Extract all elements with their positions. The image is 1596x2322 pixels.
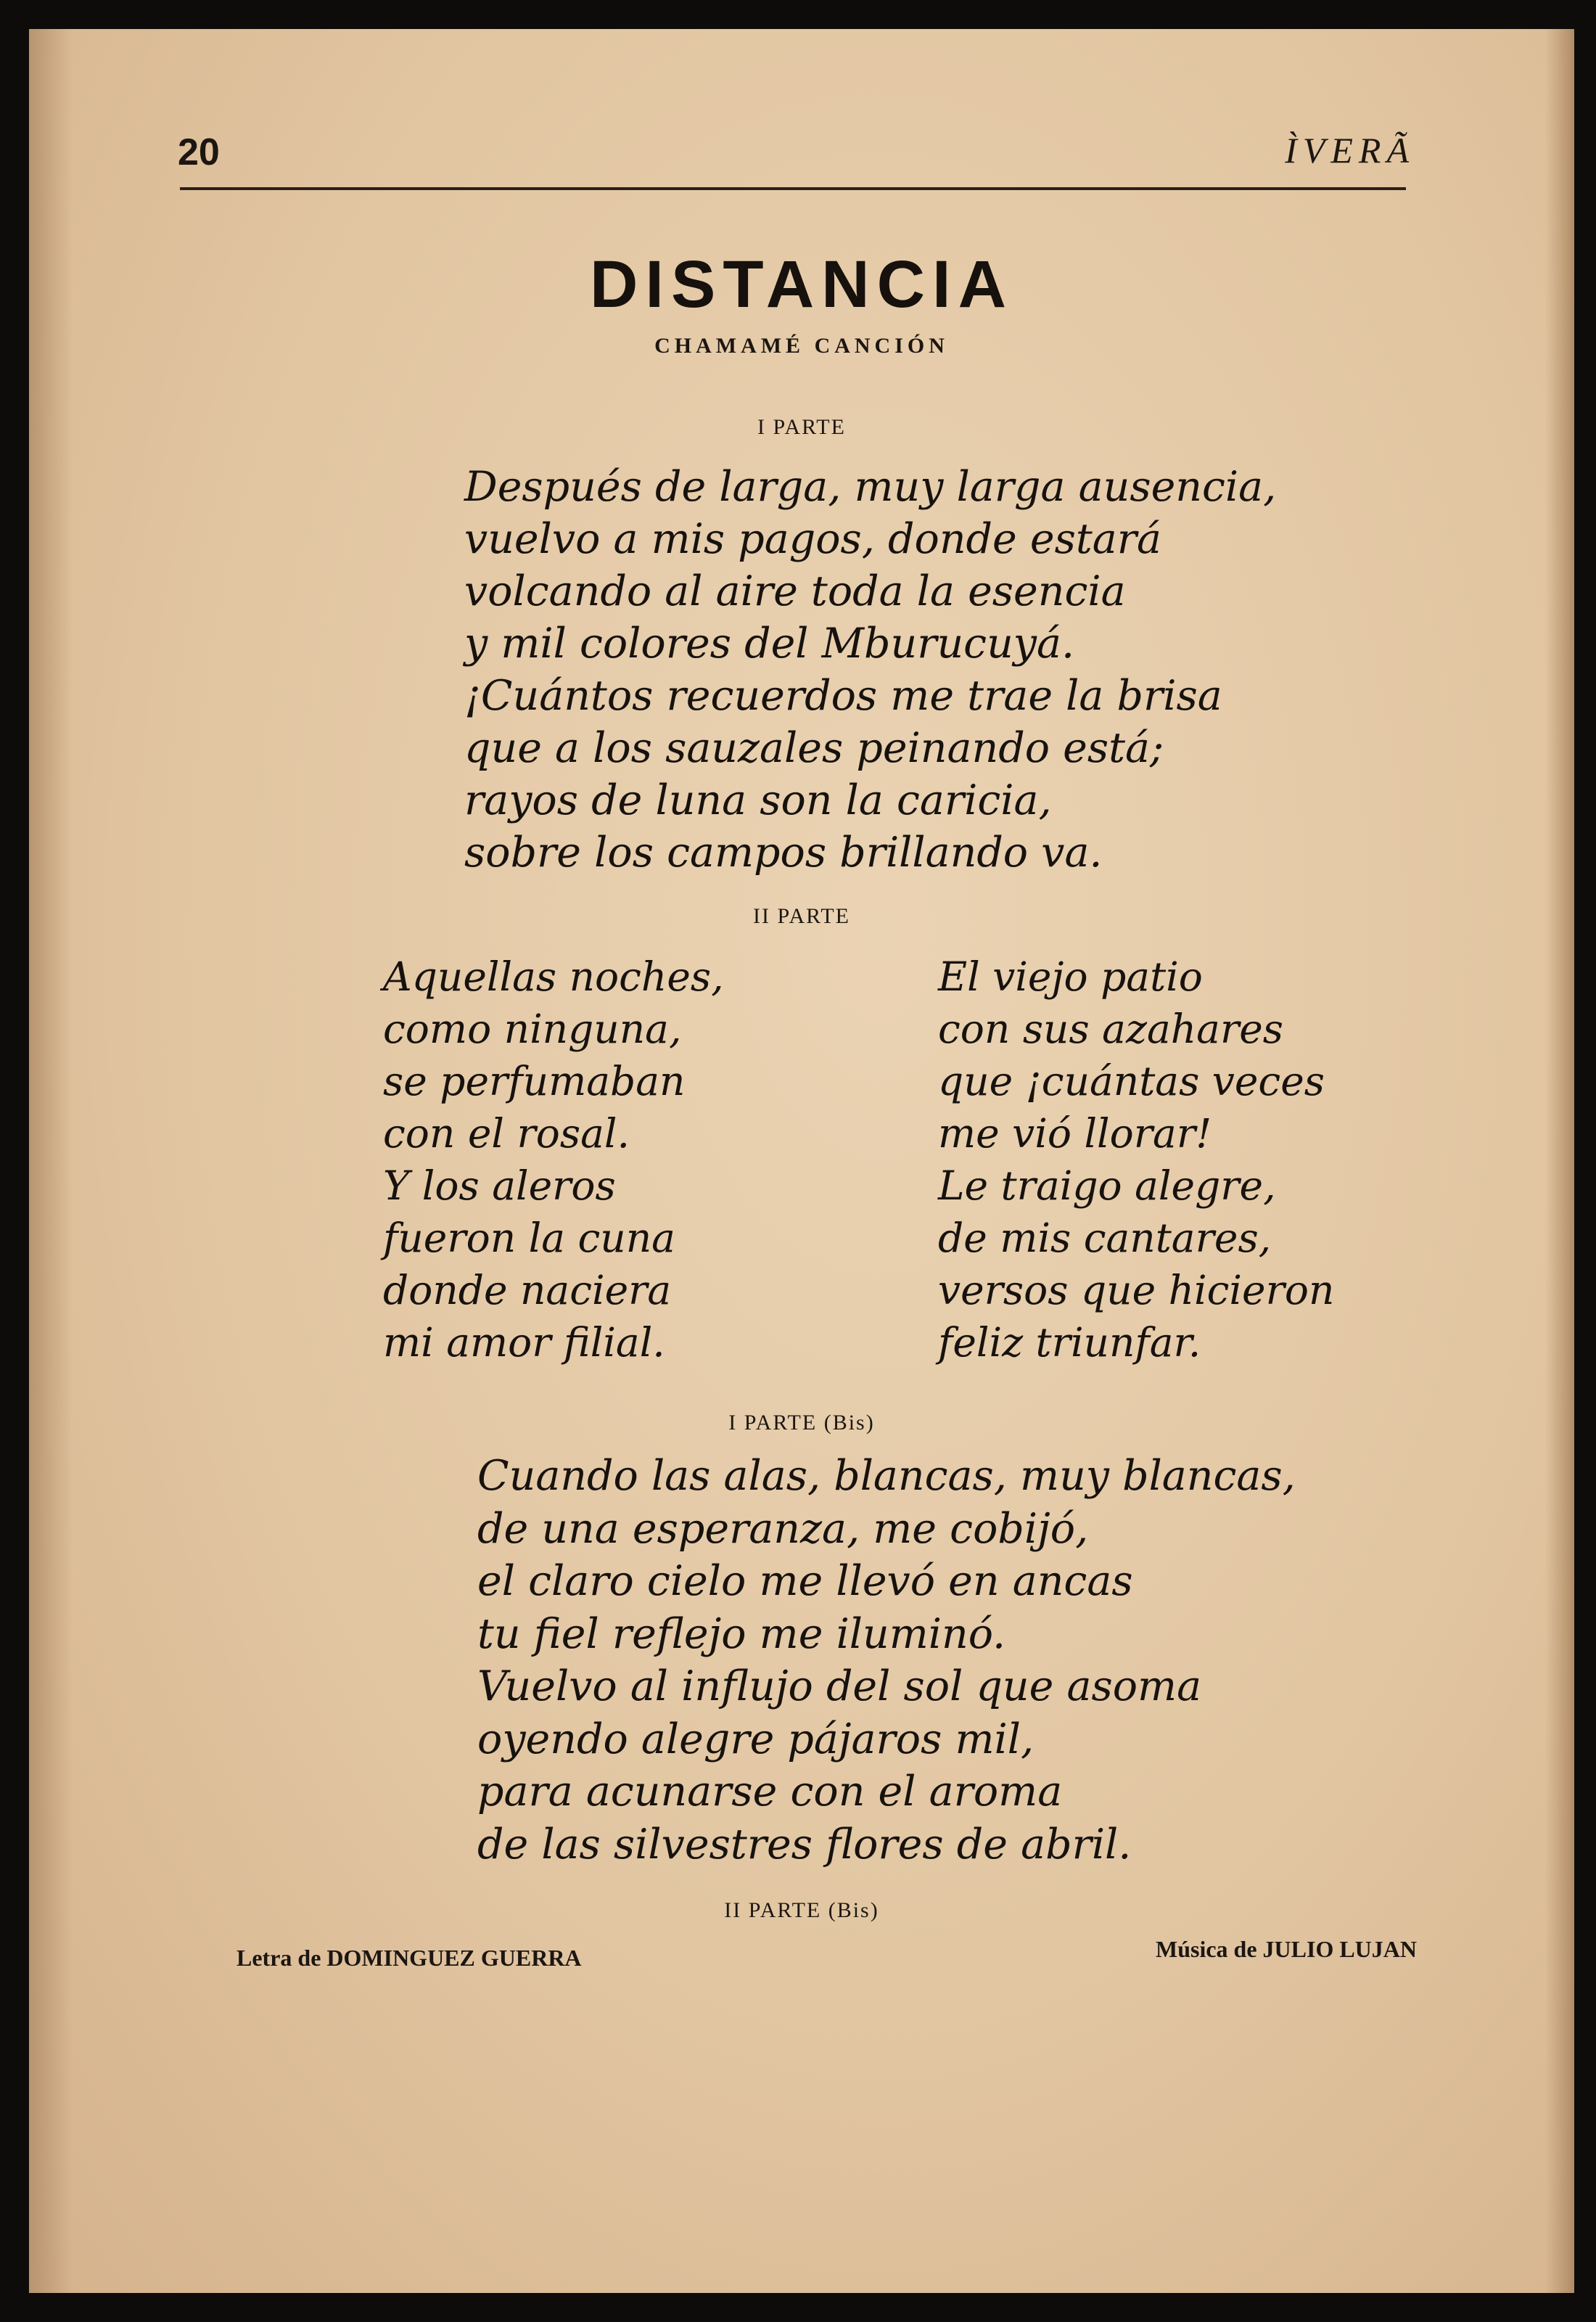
verse-ii-parte-right	[938, 951, 1334, 1369]
verse-line: mi amor filial.	[383, 1319, 665, 1366]
verse-line: de las silvestres flores de abril.	[477, 1820, 1132, 1868]
verse-line: feliz triunfar.	[938, 1319, 1201, 1366]
section-label-i-parte: I PARTE	[757, 415, 846, 439]
verse-line: donde naciera	[383, 1267, 672, 1313]
verse-line: El viejo patio	[938, 953, 1203, 1000]
verse-line: que ¡cuántas veces	[938, 1058, 1325, 1104]
verse-line: de una esperanza, me cobijó,	[477, 1504, 1089, 1553]
verse-line: y mil colores del Mburucuyá.	[464, 620, 1075, 668]
lyrics-credit: Letra de DOMINGUEZ GUERRA	[236, 1945, 582, 1971]
verse-i-parte	[464, 461, 1276, 879]
verse-line: volcando al aire toda la esencia	[464, 567, 1126, 615]
verse-line: con sus azahares	[938, 1006, 1284, 1052]
section-label-ii-parte: II PARTE	[753, 904, 850, 928]
verse-line: Cuando las alas, blancas, muy blancas,	[477, 1452, 1296, 1500]
verse-line: con el rosal.	[383, 1110, 630, 1157]
verse-line: como ninguna,	[383, 1006, 682, 1052]
verse-line: vuelvo a mis pagos, donde estará	[464, 515, 1161, 563]
verse-line: sobre los campos brillando va.	[464, 829, 1103, 877]
verse-line: Aquellas noches,	[383, 953, 724, 1000]
verse-line: Vuelvo al influjo del sol que asoma	[477, 1662, 1202, 1710]
verse-line: el claro cielo me llevó en ancas	[477, 1557, 1133, 1605]
verse-line: se perfumaban	[383, 1058, 686, 1104]
book-page	[29, 29, 1574, 2293]
page-edge-shadow	[1545, 29, 1574, 2293]
verse-i-parte-bis	[477, 1450, 1296, 1871]
verse-line: Y los aleros	[383, 1162, 616, 1209]
section-label-i-parte-bis: I PARTE (Bis)	[728, 1411, 875, 1435]
song-title: DISTANCIA	[589, 247, 1014, 321]
header-rule	[180, 187, 1406, 190]
verse-ii-parte-left	[383, 951, 724, 1369]
verse-line: rayos de luna son la caricia,	[464, 776, 1052, 824]
page-gutter-shadow	[29, 29, 73, 2293]
verse-line: me vió llorar!	[938, 1110, 1212, 1157]
verse-line: versos que hicieron	[938, 1267, 1335, 1313]
section-label-ii-parte-bis: II PARTE (Bis)	[724, 1898, 879, 1922]
music-credit: Música de JULIO LUJAN	[1155, 1936, 1417, 1962]
verse-line: tu fiel reflejo me iluminó.	[477, 1609, 1006, 1658]
verse-line: fueron la cuna	[383, 1215, 675, 1261]
running-header-title: ÌVERÃ	[1285, 130, 1415, 171]
verse-line: oyendo alegre pájaros mil,	[477, 1715, 1034, 1763]
verse-line: que a los sauzales peinando está;	[464, 724, 1164, 772]
verse-line: de mis cantares,	[938, 1215, 1272, 1261]
verse-line: para acunarse con el aroma	[477, 1768, 1063, 1816]
verse-line: Después de larga, muy larga ausencia,	[464, 463, 1277, 511]
song-subtitle: CHAMAMÉ CANCIÓN	[654, 334, 949, 358]
page-number: 20	[178, 131, 220, 173]
verse-line: ¡Cuántos recuerdos me trae la brisa	[464, 672, 1222, 720]
verse-line: Le traigo alegre,	[938, 1162, 1276, 1209]
